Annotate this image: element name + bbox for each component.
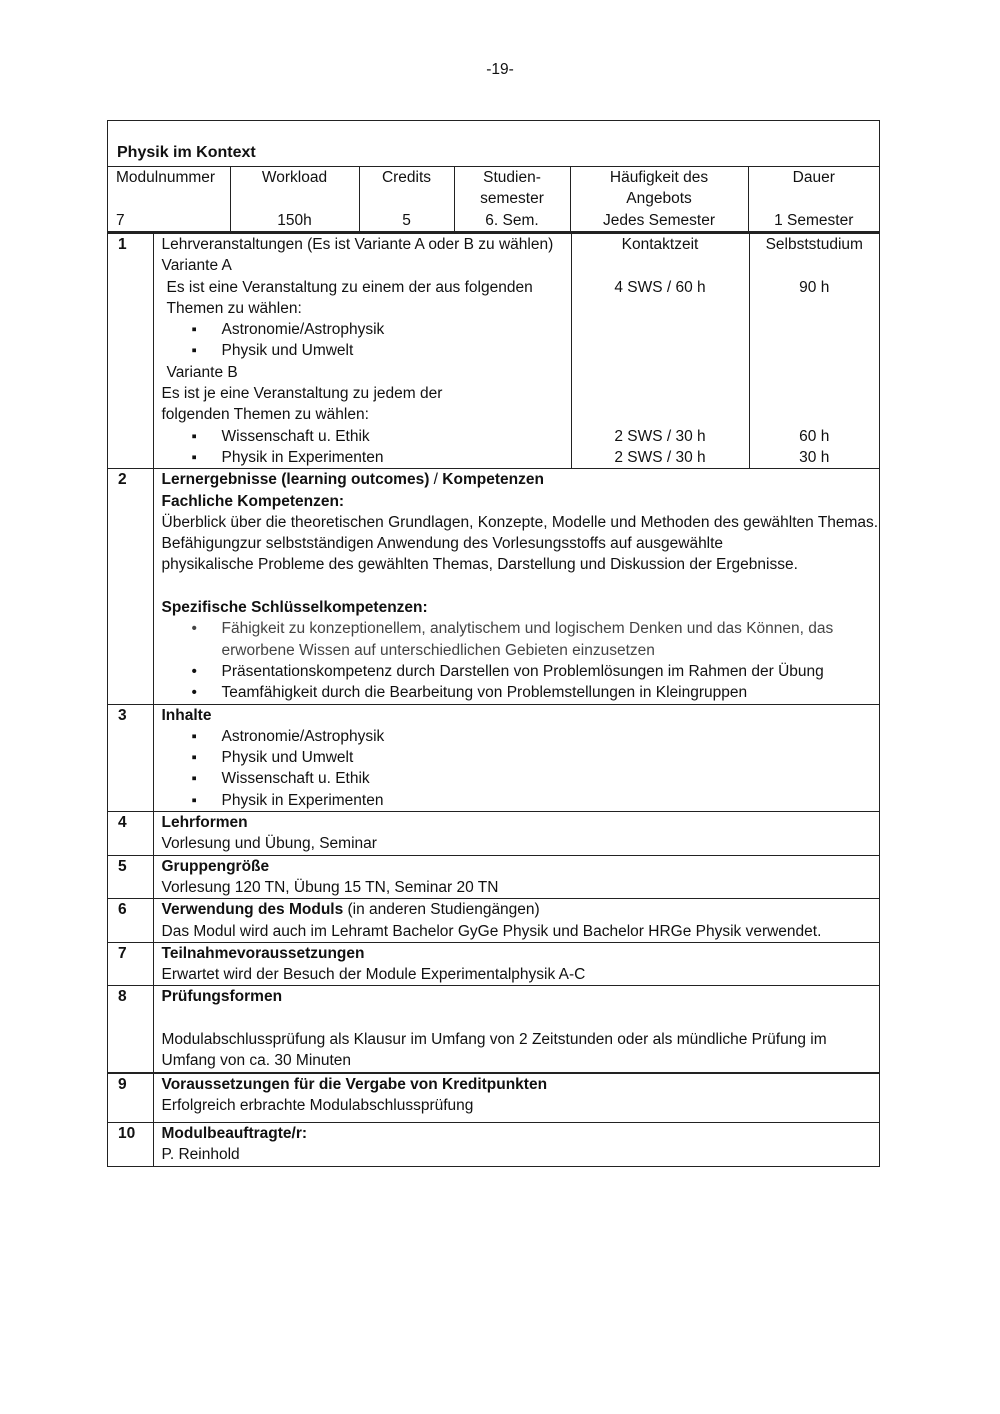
list-item: ▪ Astronomie/Astrophysik [162,319,571,340]
credits-cell [359,167,454,232]
section-5-content [153,855,879,899]
section-3-title: Inhalte [161,706,212,724]
section-1-title: Lehrveranstaltungen (Es ist Variante A oder B zu wählen) [161,236,554,253]
variante-b-kontakt-2: 2 SWS / 30 h [614,448,706,466]
list-item: • Fähigkeit zu konzeptionellem, analytischem und logischem Denken und das Können, das erworbene Wissen auf unterschiedlichen Gebieten einzusetzen [162,618,880,661]
workload-value: 150h [277,211,312,229]
kontaktzeit-label: Kontaktzeit [621,236,699,253]
section-1-row [108,233,879,469]
section-8-title: Prüfungsformen [161,988,283,1006]
selbststudium-column [749,233,879,469]
studiensemester-label-1: Studien- [483,169,541,186]
haeufigkeit-label-1: Häufigkeit des [609,169,709,186]
fachliche-text-3: physikalische Probleme des gewählten Themas, Darstellung und Diskussion der Ergebnisse. [161,556,798,574]
workload-label: Workload [261,169,328,186]
list-item: • Präsentationskompetenz durch Darstellen von Problemlösungen im Rahmen der Übung [162,661,880,682]
section-9-title: Voraussetzungen für die Vergabe von Kreditpunkten [161,1075,548,1093]
section-5-text: Vorlesung 120 TN, Übung 15 TN, Seminar 20 TN [161,878,499,896]
section-4-row [108,812,879,856]
section-number: 3 [108,704,153,811]
module-body-table [108,232,879,1166]
module-title: Physik im Kontext [117,144,256,161]
section-2-title-2: Kompetenzen [442,471,544,489]
variante-b-text-2: folgenden Themen zu wählen: [161,406,369,424]
variante-b-label: Variante B [166,363,238,381]
section-2-row [108,469,879,704]
section-8-content [153,986,879,1073]
section-8-text-2: Umfang von ca. 30 Minuten [161,1052,352,1070]
section-6-content [153,899,879,943]
section-number: 10 [108,1123,153,1166]
section-number: 2 [108,469,153,704]
section-9-row [108,1073,879,1123]
variante-b-selbst-2: 30 h [799,448,830,466]
module-table [107,120,880,1167]
variante-b-kontakt-1: 2 SWS / 30 h [614,427,706,445]
section-number: 1 [108,233,153,469]
section-7-title: Teilnahmevoraussetzungen [161,944,365,962]
credits-label: Credits [381,169,432,186]
variante-b-text-1: Es ist je eine Veranstaltung zu jedem der [161,385,443,403]
section-3-content [153,704,879,811]
section-2-title: Lernergebnisse (learning outcomes) [161,471,430,489]
section-4-title: Lehrformen [161,814,248,832]
section-6-row [108,899,879,943]
section-number: 7 [108,942,153,986]
modulnummer-value: 7 [116,211,125,229]
fachliche-label: Fachliche Kompetenzen: [161,492,345,510]
section-8-row [108,986,879,1073]
fachliche-text-1: Überblick über die theoretischen Grundlagen, Konzepte, Modelle und Methoden des gewählten Themas. [161,513,879,531]
kontaktzeit-column [571,233,749,469]
haeufigkeit-value: Jedes Semester [603,211,715,229]
module-title-row [108,121,879,167]
list-item: ▪ Wissenschaft u. Ethik [162,768,880,789]
section-4-text: Vorlesung und Übung, Seminar [161,835,377,853]
studiensemester-label-2: semester [480,190,544,208]
haeufigkeit-cell [570,167,748,232]
list-item: ▪ Physik in Experimenten [162,447,571,468]
section-7-content [153,942,879,986]
section-number: 8 [108,986,153,1073]
section-6-title-extra: (in anderen Studiengängen) [343,901,540,919]
variante-a-label: Variante A [161,257,232,275]
list-item: ▪ Astronomie/Astrophysik [162,726,880,747]
selbststudium-label: Selbststudium [765,236,863,253]
section-6-text: Das Modul wird auch im Lehramt Bachelor GyGe Physik und Bachelor HRGe Physik verwendet. [161,922,822,940]
schluessel-label: Spezifische Schlüsselkompetenzen: [161,599,428,617]
section-1-content [153,233,571,469]
section-5-row [108,855,879,899]
variante-a-text-2: Themen zu wählen: [166,299,302,317]
section-9-text: Erfolgreich erbrachte Modulabschlussprüfung [161,1096,474,1114]
section-6-title: Verwendung des Moduls [161,901,344,919]
section-10-row [108,1123,879,1166]
section-10-title: Modulbeauftragte/r: [161,1125,308,1143]
section-8-text-1: Modulabschlussprüfung als Klausur im Umfang von 2 Zeitstunden oder als mündliche Prüfung im [161,1030,827,1048]
list-item: ▪ Physik in Experimenten [162,790,880,811]
section-4-content [153,812,879,856]
variante-a-text-1: Es ist eine Veranstaltung zu einem der aus folgenden [166,278,533,296]
haeufigkeit-label-2: Angebots [626,190,692,208]
list-item: ▪ Physik und Umwelt [162,747,880,768]
section-3-row [108,704,879,811]
variante-a-kontakt: 4 SWS / 60 h [614,278,706,296]
dauer-value: 1 Semester [774,211,854,229]
section-10-content [153,1123,879,1166]
workload-cell [230,167,359,232]
dauer-label: Dauer [792,169,835,186]
section-2-title-sep: / [429,471,443,489]
section-5-title: Gruppengröße [161,857,270,875]
section-number: 9 [108,1073,153,1123]
modulnummer-label: Modulnummer [116,169,216,186]
section-2-content [153,469,879,704]
list-item: ▪ Wissenschaft u. Ethik [162,426,571,447]
page-number: -19- [486,61,514,78]
studiensemester-value: 6. Sem. [485,211,539,229]
fachliche-text-2: Befähigungzur selbstständigen Anwendung des Vorlesungsstoffs auf ausgewählte [161,535,724,553]
module-header-table [108,167,879,232]
credits-value: 5 [402,211,411,229]
section-9-content [153,1073,879,1123]
section-number: 5 [108,855,153,899]
variante-b-selbst-1: 60 h [799,427,830,445]
section-number: 6 [108,899,153,943]
section-10-text: P. Reinhold [161,1146,240,1164]
modulnummer-cell [108,167,230,232]
studiensemester-cell [454,167,570,232]
list-item: • Teamfähigkeit durch die Bearbeitung von Problemstellungen in Kleingruppen [162,682,880,703]
section-7-row [108,942,879,986]
section-7-text: Erwartet wird der Besuch der Module Experimentalphysik A-C [161,966,586,984]
section-number: 4 [108,812,153,856]
dauer-cell [748,167,879,232]
variante-a-selbst: 90 h [799,278,830,296]
list-item: ▪ Physik und Umwelt [162,340,571,361]
